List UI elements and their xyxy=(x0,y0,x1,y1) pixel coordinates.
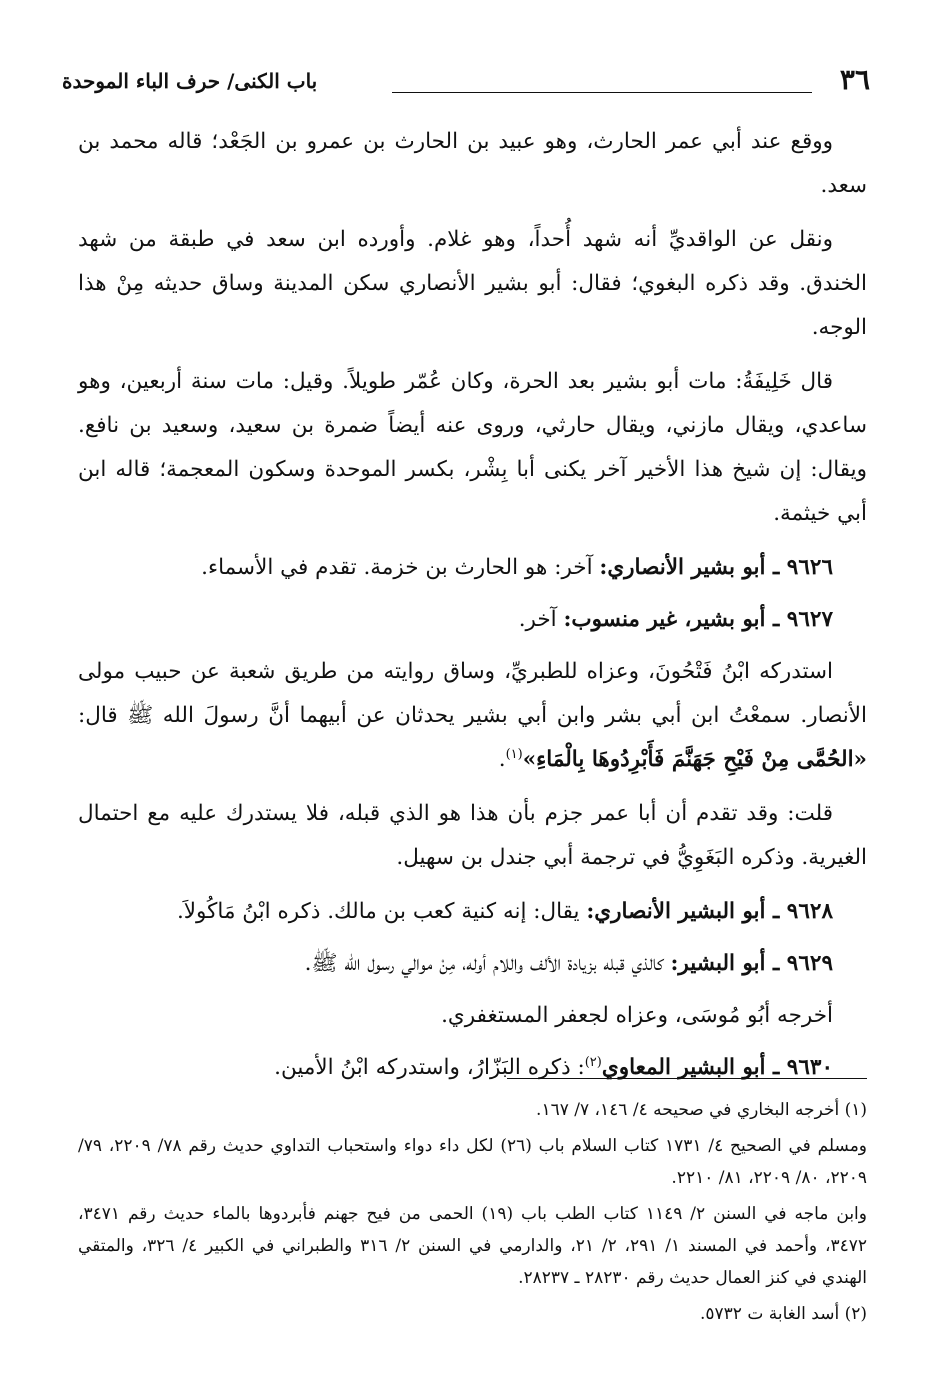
entry-9627-text: آخر. xyxy=(518,607,564,632)
header-rule xyxy=(392,92,812,93)
footnotes xyxy=(78,1094,867,1334)
paragraph-4-end: . xyxy=(498,747,506,772)
entry-9630-head: ٩٦٣٠ ـ أبو البشير المعاوي xyxy=(601,1055,833,1080)
page-number: ٣٦ xyxy=(839,63,870,96)
entry-9629 xyxy=(78,942,867,986)
paragraph-2: ونقل عن الواقديِّ أنه شهد أُحداً، وهو غلام. وأورده ابن سعد في طبقة من شهد الخندق. وقد ذكره البغوي؛ فقال: أبو بشير الأنصاري سكن المدينة وساق حديثه مِنْ هذا الوجه. xyxy=(78,227,867,340)
paragraph-1: ووقع عند أبي عمر الحارث، وهو عبيد بن الحارث بن عمرو بن الجَعْد؛ قاله محمد بن سعد. xyxy=(78,129,867,198)
footnote-ref-1: (١) xyxy=(505,746,523,762)
entry-9630-text: : ذكره البَزّارُ، واستدركه ابْنُ الأمين. xyxy=(274,1055,585,1080)
entry-9627-head: ٩٦٢٧ ـ أبو بشير، غير منسوب: xyxy=(563,607,833,632)
entry-9628-text: يقال: إنه كنية كعب بن مالك. ذكره ابْنُ مَاكُولاَ. xyxy=(176,899,587,924)
paragraph-3 xyxy=(78,360,867,536)
entry-9626-text: آخر: هو الحارث بن خزمة. تقدم في الأسماء. xyxy=(201,555,600,580)
hadith-text: «الحُمَّى مِنْ فَيْحِ جَهَنَّمَ فَأَبْرِدُوهَا بِالْمَاءِ» xyxy=(522,747,867,772)
entry-9626-head: ٩٦٢٦ ـ أبو بشير الأنصاري: xyxy=(599,555,833,580)
entry-9628-head: ٩٦٢٨ ـ أبو البشير الأنصاري: xyxy=(586,899,833,924)
entry-9629-text: كالذي قبله بزيادة الألف واللام أوله، مِنْ موالي رسول الله ﷺ. xyxy=(304,951,671,976)
entry-9630 xyxy=(78,1046,867,1090)
footnote-ref-2: (٢) xyxy=(584,1054,602,1070)
paragraph-3-label: قال خَلِيفَةُ: xyxy=(735,369,833,394)
footnote-2: (٢) أسد الغابة ت ٥٧٣٢. xyxy=(700,1304,867,1324)
footnote-rule xyxy=(507,1078,867,1079)
running-title: باب الكنى/ حرف الباء الموحدة xyxy=(62,69,318,93)
paragraph-6: أخرجه أبُو مُوسَى، وعزاه لجعفر المستغفري. xyxy=(441,1003,833,1028)
paragraph-5: قلت: وقد تقدم أن أبا عمر جزم بأن هذا هو الذي قبله، فلا يستدرك عليه مع احتمال الغيرية. وذكره البَغَوِيُّ في ترجمة أبي جندل بن سهيل. xyxy=(78,801,867,870)
entry-9628 xyxy=(78,890,867,934)
main-text xyxy=(78,120,867,1098)
footnote-1c: وابن ماجه في السنن ٢/ ١١٤٩ كتاب الطب باب (١٩) الحمى من فيح جهنم فأبردوها بالماء حديث رقم ٣٤٧١، ٣٤٧٢، وأحمد في المسند ١/ ٢٩١، ٢/ ٢١، والدارمي في السنن ٢/ ٣١٦ والطبراني في الكبير ٤/ ٣٢٦، والمتقي الهندي في كنز العمال حديث رقم ٢٨٢٣٠ ـ ٢٨٢٣٧. xyxy=(78,1204,867,1288)
entry-9627 xyxy=(78,598,867,642)
entry-9626 xyxy=(78,546,867,590)
paragraph-4-text: استدركه ابْنُ فَتْحُونَ، وعزاه للطبريِّ، وساق روايته من طريق شعبة عن حبيب مولى الأنصار. سمعْتُ ابن أبي بشر وابن أبي بشير يحدثان عن أبيهما أنَّ رسولَ الله ﷺ قال: xyxy=(78,659,867,728)
paragraph-3-text: مات أبو بشير بعد الحرة، وكان عُمّر طويلاً. وقيل: مات سنة أربعين، وهو ساعدي، ويقال مازني، ويقال حارثي، وروى عنه أيضاً ضمرة بن سعيد، وسعيد بن نافع. ويقال: إن شيخ هذا الأخير آخر يكنى أبا بِشْر، بكسر الموحدة وسكون المعجمة؛ قاله ابن أبي خيثمة. xyxy=(78,369,867,526)
page-header xyxy=(62,62,870,102)
entry-9629-head: ٩٦٢٩ ـ أبو البشير: xyxy=(670,951,833,976)
footnote-1a: (١) أخرجه البخاري في صحيحه ٤/ ١٤٦، ٧/ ١٦٧. xyxy=(536,1100,867,1120)
footnote-1b: ومسلم في الصحيح ٤/ ١٧٣١ كتاب السلام باب (٢٦) لكل داء دواء واستحباب التداوي حديث رقم ٧٨/ ٢٢٠٩، ٧٩/ ٢٢٠٩، ٨٠/ ٢٢٠٩، ٨١/ ٢٢١٠. xyxy=(78,1136,868,1188)
paragraph-4 xyxy=(78,650,867,782)
